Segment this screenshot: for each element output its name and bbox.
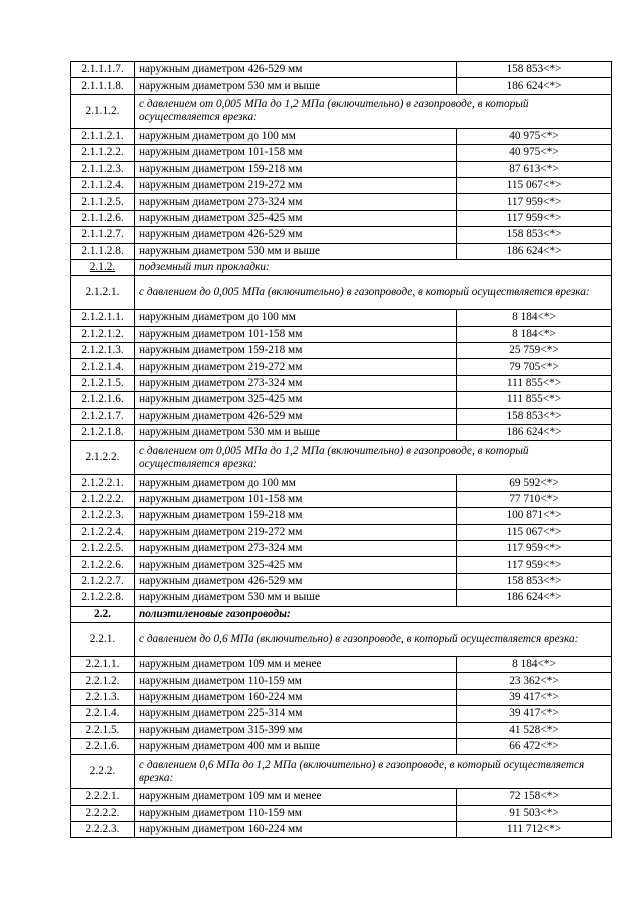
row-value: 77 710<*> bbox=[457, 491, 612, 507]
row-value: 117 959<*> bbox=[457, 540, 612, 556]
row-value: 69 592<*> bbox=[457, 475, 612, 491]
row-description: полиэтиленовые газопроводы: bbox=[135, 606, 612, 622]
table-row bbox=[71, 408, 612, 424]
table-row bbox=[71, 557, 612, 573]
row-value: 115 067<*> bbox=[457, 524, 612, 540]
row-description: наружным диаметром 159-218 мм bbox=[135, 508, 457, 524]
row-description: наружным диаметром 426-529 мм bbox=[135, 227, 457, 243]
table-row bbox=[71, 441, 612, 475]
row-code: 2.1.2.2. bbox=[71, 441, 135, 475]
table-row bbox=[71, 706, 612, 722]
row-description: с давлением до 0,6 МПа (включительно) в газопроводе, в который осуществляется врезка: bbox=[135, 622, 612, 656]
table-row bbox=[71, 789, 612, 805]
row-description: наружным диаметром 426-529 мм bbox=[135, 408, 457, 424]
table-row bbox=[71, 310, 612, 326]
row-description: наружным диаметром 273-324 мм bbox=[135, 540, 457, 556]
table-row bbox=[71, 425, 612, 441]
row-value: 87 613<*> bbox=[457, 161, 612, 177]
row-value: 25 759<*> bbox=[457, 343, 612, 359]
row-description: подземный тип прокладки: bbox=[135, 259, 612, 275]
table-row bbox=[71, 755, 612, 789]
row-value: 91 503<*> bbox=[457, 805, 612, 821]
row-code: 2.2.2. bbox=[71, 755, 135, 789]
row-description: наружным диаметром 530 мм и выше bbox=[135, 590, 457, 606]
row-description: наружным диаметром 159-218 мм bbox=[135, 343, 457, 359]
row-code: 2.1.1.2.6. bbox=[71, 210, 135, 226]
row-code: 2.1.2.2.7. bbox=[71, 573, 135, 589]
row-code: 2.1.2.1.3. bbox=[71, 343, 135, 359]
row-description: наружным диаметром 109 мм и менее bbox=[135, 656, 457, 672]
row-code: 2.1.2. bbox=[71, 259, 135, 275]
row-description: наружным диаметром 101-158 мм bbox=[135, 145, 457, 161]
table-row bbox=[71, 475, 612, 491]
row-value: 8 184<*> bbox=[457, 310, 612, 326]
table-row bbox=[71, 805, 612, 821]
row-code: 2.2.2.2. bbox=[71, 805, 135, 821]
row-value: 23 362<*> bbox=[457, 673, 612, 689]
table-row bbox=[71, 177, 612, 193]
row-code: 2.2. bbox=[71, 606, 135, 622]
table-row bbox=[71, 128, 612, 144]
table-row bbox=[71, 359, 612, 375]
table-row bbox=[71, 822, 612, 838]
row-value: 111 855<*> bbox=[457, 392, 612, 408]
row-code: 2.1.2.1.1. bbox=[71, 310, 135, 326]
row-value: 66 472<*> bbox=[457, 738, 612, 754]
table-row bbox=[71, 491, 612, 507]
row-value: 117 959<*> bbox=[457, 210, 612, 226]
row-code: 2.1.2.1.6. bbox=[71, 392, 135, 408]
row-description: наружным диаметром 325-425 мм bbox=[135, 392, 457, 408]
row-code: 2.1.2.1. bbox=[71, 276, 135, 310]
row-value: 186 624<*> bbox=[457, 243, 612, 259]
table-row bbox=[71, 343, 612, 359]
row-value: 40 975<*> bbox=[457, 145, 612, 161]
table-row bbox=[71, 722, 612, 738]
row-description: наружным диаметром 101-158 мм bbox=[135, 491, 457, 507]
row-code: 2.1.1.2.3. bbox=[71, 161, 135, 177]
row-value: 8 184<*> bbox=[457, 326, 612, 342]
row-value: 79 705<*> bbox=[457, 359, 612, 375]
table-row bbox=[71, 738, 612, 754]
row-code: 2.1.1.2. bbox=[71, 94, 135, 128]
row-code: 2.2.1.5. bbox=[71, 722, 135, 738]
row-description: с давлением 0,6 МПа до 1,2 МПа (включительно) в газопроводе, в который осуществляется врезка: bbox=[135, 755, 612, 789]
row-value: 39 417<*> bbox=[457, 706, 612, 722]
table-row bbox=[71, 161, 612, 177]
table-row bbox=[71, 94, 612, 128]
row-description: наружным диаметром 325-425 мм bbox=[135, 210, 457, 226]
row-description: наружным диаметром 110-159 мм bbox=[135, 673, 457, 689]
row-value: 111 712<*> bbox=[457, 822, 612, 838]
table-row bbox=[71, 276, 612, 310]
row-code: 2.1.2.1.4. bbox=[71, 359, 135, 375]
row-value: 158 853<*> bbox=[457, 62, 612, 78]
row-description: наружным диаметром до 100 мм bbox=[135, 128, 457, 144]
row-code: 2.1.1.1.7. bbox=[71, 62, 135, 78]
table-row bbox=[71, 656, 612, 672]
row-description: наружным диаметром 110-159 мм bbox=[135, 805, 457, 821]
row-description: наружным диаметром 101-158 мм bbox=[135, 326, 457, 342]
row-code: 2.1.2.1.5. bbox=[71, 375, 135, 391]
table-row bbox=[71, 259, 612, 275]
row-description: наружным диаметром 426-529 мм bbox=[135, 573, 457, 589]
row-code: 2.1.2.1.2. bbox=[71, 326, 135, 342]
row-value: 117 959<*> bbox=[457, 557, 612, 573]
row-code: 2.1.2.2.1. bbox=[71, 475, 135, 491]
table-row bbox=[71, 540, 612, 556]
row-value: 100 871<*> bbox=[457, 508, 612, 524]
row-code: 2.2.1. bbox=[71, 622, 135, 656]
row-description: наружным диаметром 109 мм и менее bbox=[135, 789, 457, 805]
row-description: наружным диаметром 219-272 мм bbox=[135, 359, 457, 375]
table-row bbox=[71, 673, 612, 689]
row-description: наружным диаметром 219-272 мм bbox=[135, 177, 457, 193]
row-code: 2.2.2.3. bbox=[71, 822, 135, 838]
row-value: 111 855<*> bbox=[457, 375, 612, 391]
row-code: 2.2.1.3. bbox=[71, 689, 135, 705]
row-code: 2.2.1.2. bbox=[71, 673, 135, 689]
row-description: наружным диаметром 219-272 мм bbox=[135, 524, 457, 540]
row-description: наружным диаметром 315-399 мм bbox=[135, 722, 457, 738]
table-row bbox=[71, 573, 612, 589]
table-row bbox=[71, 590, 612, 606]
table-row bbox=[71, 508, 612, 524]
row-code: 2.1.2.2.6. bbox=[71, 557, 135, 573]
row-description: наружным диаметром 530 мм и выше bbox=[135, 78, 457, 94]
row-code: 2.1.2.1.7. bbox=[71, 408, 135, 424]
row-code: 2.1.2.2.5. bbox=[71, 540, 135, 556]
row-value: 41 528<*> bbox=[457, 722, 612, 738]
table-row bbox=[71, 62, 612, 78]
row-code: 2.1.2.2.4. bbox=[71, 524, 135, 540]
row-description: с давлением от 0,005 МПа до 1,2 МПа (включительно) в газопроводе, в который осуществляется врезка: bbox=[135, 94, 612, 128]
row-description: наружным диаметром 160-224 мм bbox=[135, 822, 457, 838]
row-value: 158 853<*> bbox=[457, 408, 612, 424]
table-row bbox=[71, 375, 612, 391]
row-description: наружным диаметром 325-425 мм bbox=[135, 557, 457, 573]
row-description: наружным диаметром 273-324 мм bbox=[135, 375, 457, 391]
row-code: 2.1.2.2.2. bbox=[71, 491, 135, 507]
row-code: 2.2.2.1. bbox=[71, 789, 135, 805]
row-description: наружным диаметром 426-529 мм bbox=[135, 62, 457, 78]
row-code: 2.2.1.1. bbox=[71, 656, 135, 672]
row-description: с давлением от 0,005 МПа до 1,2 МПа (включительно) в газопроводе, в который осуществляется врезка: bbox=[135, 441, 612, 475]
row-description: наружным диаметром 159-218 мм bbox=[135, 161, 457, 177]
row-code: 2.1.2.2.8. bbox=[71, 590, 135, 606]
row-value: 39 417<*> bbox=[457, 689, 612, 705]
row-value: 186 624<*> bbox=[457, 78, 612, 94]
tariff-table bbox=[70, 61, 612, 838]
row-value: 186 624<*> bbox=[457, 425, 612, 441]
tariff-table-body bbox=[71, 62, 612, 838]
row-code: 2.1.1.2.4. bbox=[71, 177, 135, 193]
table-row bbox=[71, 606, 612, 622]
table-row bbox=[71, 622, 612, 656]
row-description: наружным диаметром 530 мм и выше bbox=[135, 243, 457, 259]
row-value: 72 158<*> bbox=[457, 789, 612, 805]
row-description: наружным диаметром 225-314 мм bbox=[135, 706, 457, 722]
row-description: наружным диаметром 273-324 мм bbox=[135, 194, 457, 210]
row-value: 40 975<*> bbox=[457, 128, 612, 144]
row-value: 158 853<*> bbox=[457, 227, 612, 243]
table-row bbox=[71, 210, 612, 226]
row-code: 2.1.1.2.1. bbox=[71, 128, 135, 144]
row-code: 2.2.1.6. bbox=[71, 738, 135, 754]
row-code: 2.1.1.2.5. bbox=[71, 194, 135, 210]
table-row bbox=[71, 227, 612, 243]
row-value: 186 624<*> bbox=[457, 590, 612, 606]
table-row bbox=[71, 145, 612, 161]
row-value: 8 184<*> bbox=[457, 656, 612, 672]
table-row bbox=[71, 194, 612, 210]
row-value: 115 067<*> bbox=[457, 177, 612, 193]
row-code: 2.2.1.4. bbox=[71, 706, 135, 722]
table-row bbox=[71, 326, 612, 342]
row-code: 2.1.1.2.8. bbox=[71, 243, 135, 259]
row-description: наружным диаметром до 100 мм bbox=[135, 310, 457, 326]
row-value: 117 959<*> bbox=[457, 194, 612, 210]
row-code: 2.1.1.2.2. bbox=[71, 145, 135, 161]
row-code: 2.1.1.1.8. bbox=[71, 78, 135, 94]
row-value: 158 853<*> bbox=[457, 573, 612, 589]
table-row bbox=[71, 689, 612, 705]
row-code: 2.1.2.2.3. bbox=[71, 508, 135, 524]
row-description: наружным диаметром 400 мм и выше bbox=[135, 738, 457, 754]
row-description: наружным диаметром 530 мм и выше bbox=[135, 425, 457, 441]
row-description: наружным диаметром 160-224 мм bbox=[135, 689, 457, 705]
row-code: 2.1.1.2.7. bbox=[71, 227, 135, 243]
table-row bbox=[71, 524, 612, 540]
row-description: с давлением до 0,005 МПа (включительно) в газопроводе, в который осуществляется врезка: bbox=[135, 276, 612, 310]
table-row bbox=[71, 243, 612, 259]
table-row bbox=[71, 392, 612, 408]
row-description: наружным диаметром до 100 мм bbox=[135, 475, 457, 491]
row-code: 2.1.2.1.8. bbox=[71, 425, 135, 441]
table-row bbox=[71, 78, 612, 94]
